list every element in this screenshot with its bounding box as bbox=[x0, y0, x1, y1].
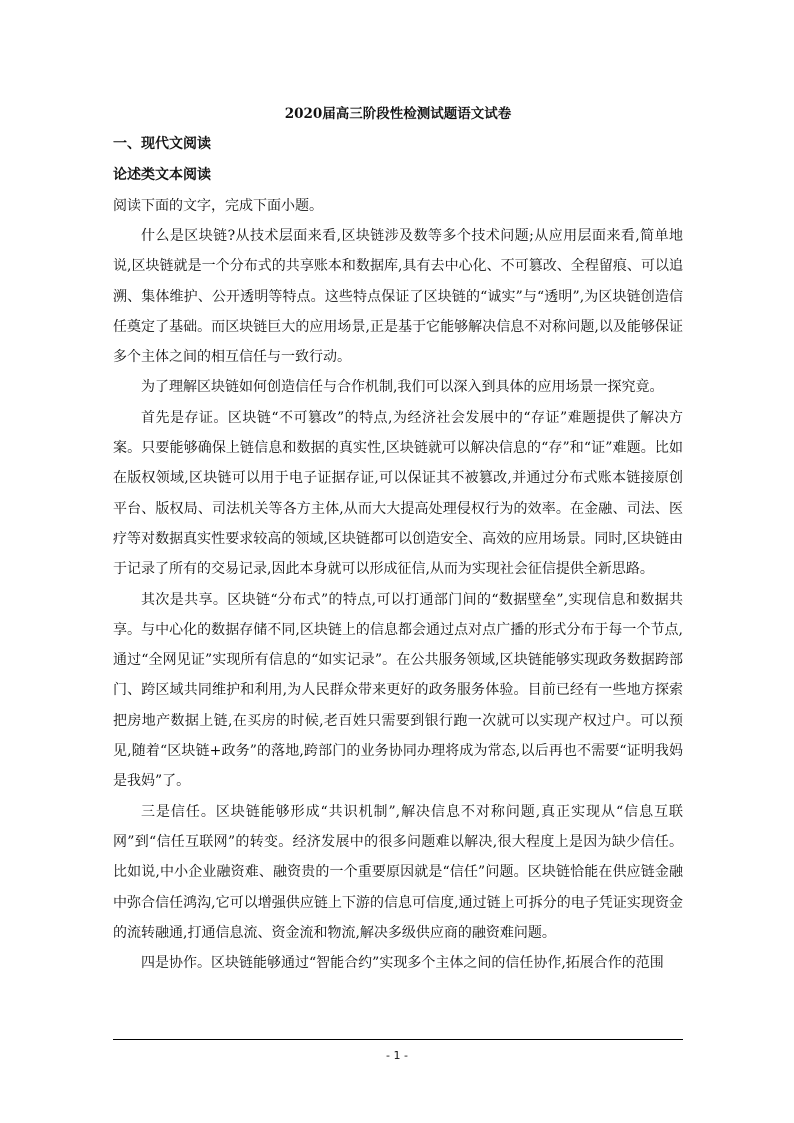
reading-instruction: 阅读下面的文字，完成下面小题。 bbox=[113, 198, 323, 214]
page-number: - 1 - bbox=[386, 1049, 408, 1062]
section-heading: 一、现代文阅读 bbox=[113, 136, 211, 152]
paragraph-transition: 为了理解区块链如何创造信任与合作机制,我们可以深入到具体的应用场景一探究竟。 bbox=[141, 379, 664, 396]
document-title: 2020届高三阶段性检测试题语文试卷 bbox=[284, 106, 512, 122]
paragraph-collaboration: 四是协作。区块链能够通过“智能合约”实现多个主体之间的信任协作,拓展合作的范围 bbox=[141, 955, 664, 972]
paragraph-sharing: 其次是共享。区块链“分布式”的特点,可以打通部门间的“数据壁垒”,实现信息和数据共享。与中心化的数据存储不同,区块链上的信息都会通过点对点广播的形式分布于每一个节点,通过“全网见证”实现所有信息的“如实记录”。在公共服务领域,区块链能够实现政务数据跨部门、跨区域共同维护和利用,为人民群众带来更好的政务服务体验。目前已经有一些地方探索把房地产数据上链,在买房的时候,老百姓只需要到银行跑一次就可以实现产权过户。可以预见,随着“区块链+政务”的落地,跨部门的业务协同办理将成为常态,以后再也不需要“证明我妈是我妈”了。 bbox=[113, 591, 683, 790]
subsection-heading: 论述类文本阅读 bbox=[113, 167, 211, 183]
footer-divider bbox=[113, 1039, 683, 1040]
paragraph-blockchain-definition: 什么是区块链?从技术层面来看,区块链涉及数等多个技术问题;从应用层面来看,简单地说,区块链就是一个分布式的共享账本和数据库,具有去中心化、不可篡改、全程留痕、可以追溯、集体维护、公开透明等特点。这些特点保证了区块链的“诚实”与“透明”,为区块链创造信任奠定了基础。而区块链巨大的应用场景,正是基于它能够解决信息不对称问题,以及能够保证多个主体之间的相互信任与一致行动。 bbox=[113, 228, 683, 366]
paragraph-evidence-storage: 首先是存证。区块链“不可篡改”的特点,为经济社会发展中的“存证”难题提供了解决方案。只要能够确保上链信息和数据的真实性,区块链就可以解决信息的“存”和“证”难题。比如在版权领域,区块链可以用于电子证据存证,可以保证其不被篡改,并通过分布式账本链接原创平台、版权局、司法机关等各方主体,从而大大提高处理侵权行为的效率。在金融、司法、医疗等对数据真实性要求较高的领域,区块链都可以创造安全、高效的应用场景。同时,区块链由于记录了所有的交易记录,因此本身就可以形成征信,从而为实现社会征信提供全新思路。 bbox=[113, 409, 683, 578]
paragraph-trust: 三是信任。区块链能够形成“共识机制”,解决信息不对称问题,真正实现从“信息互联网”到“信任互联网”的转变。经济发展中的很多问题难以解决,很大程度上是因为缺少信任。比如说,中小企业融资难、融资贵的一个重要原因就是“信任”问题。区块链恰能在供应链金融中弥合信任鸿沟,它可以增强供应链上下游的信息可信度,通过链上可拆分的电子凭证实现资金的流转融通,打通信息流、资金流和物流,解决多级供应商的融资难问题。 bbox=[113, 803, 683, 941]
page-body bbox=[113, 100, 683, 978]
